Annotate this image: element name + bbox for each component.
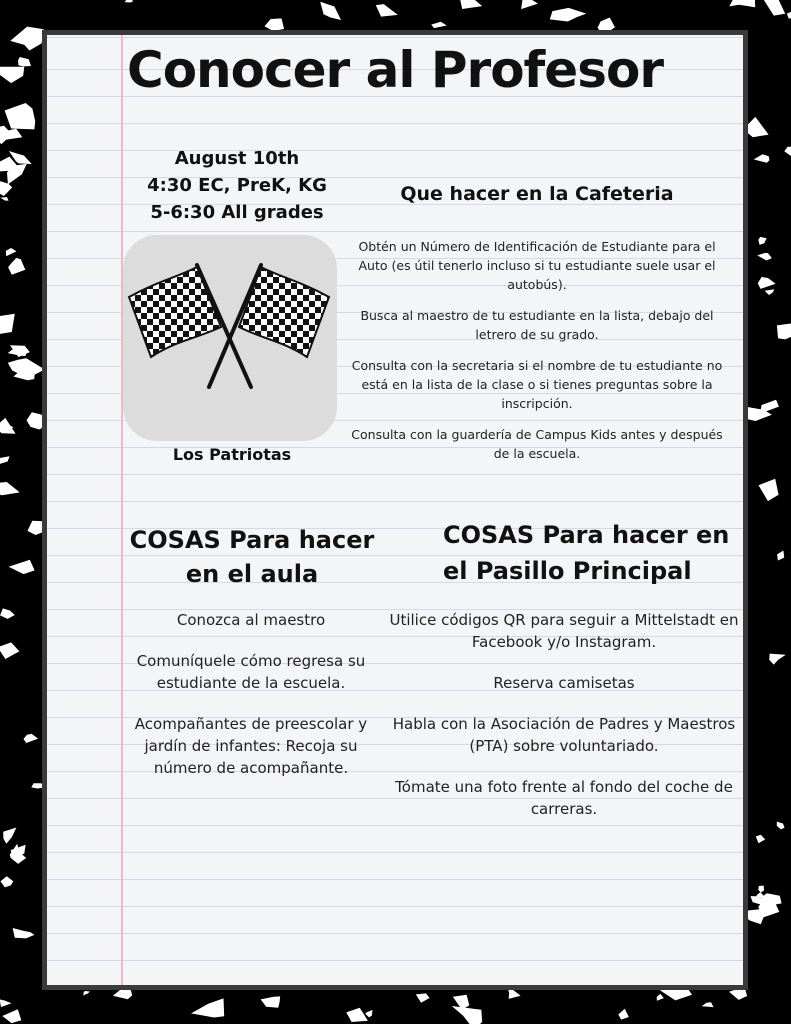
marble-speckle xyxy=(657,994,664,1001)
event-date-block xyxy=(127,145,347,226)
cafeteria-heading: Que hacer en la Cafeteria xyxy=(400,183,674,205)
marble-speckle xyxy=(431,22,447,28)
marble-speckle xyxy=(125,0,133,3)
hallway-heading-line-2: el Pasillo Principal xyxy=(443,557,692,585)
marble-speckle xyxy=(758,237,766,245)
marble-speckle xyxy=(618,1009,629,1020)
cafeteria-list xyxy=(343,237,731,475)
marble-speckle xyxy=(760,400,779,414)
marble-speckle xyxy=(5,103,36,129)
marble-speckle xyxy=(2,1009,21,1023)
marble-speckle xyxy=(10,27,44,51)
hallway-heading xyxy=(443,517,763,589)
list-item: Consulta con la secretaria si el nombre de tu estudiante no está en la lista de la clase o si tienes preguntas sobre la inscripción. xyxy=(351,358,723,411)
checkered-flags-icon xyxy=(123,235,337,441)
list-item: Reserva camisetas xyxy=(493,674,635,692)
list-item: Busca al maestro de tu estudiante en la lista, debajo del letrero de su grado. xyxy=(360,308,714,342)
classroom-heading-line-1: COSAS Para hacer xyxy=(129,526,375,554)
marble-speckle xyxy=(191,998,224,1017)
marble-speckle xyxy=(0,876,13,887)
marble-speckle xyxy=(24,734,39,743)
school-name: Los Patriotas xyxy=(172,445,292,464)
event-date: August 10th xyxy=(174,148,300,169)
marble-speckle xyxy=(261,996,281,1007)
marble-speckle xyxy=(460,0,482,9)
marble-speckle xyxy=(18,57,31,66)
marble-speckle xyxy=(346,1008,368,1022)
marble-speckle xyxy=(452,1006,483,1024)
list-item: Utilice códigos QR para seguir a Mittelstadt en Facebook y/o Instagram. xyxy=(389,611,739,651)
classroom-heading-line-2: en el aula xyxy=(185,560,319,588)
notebook-paper xyxy=(42,30,748,990)
list-item: Comuníquele cómo regresa su estudiante de la escuela. xyxy=(136,652,366,692)
marble-speckle xyxy=(0,181,12,196)
list-item: Tómate una foto frente al fondo del coche de carreras. xyxy=(395,778,733,818)
marble-speckle xyxy=(757,253,772,261)
list-item: Conozca al maestro xyxy=(176,611,326,629)
marble-speckle xyxy=(769,654,786,665)
marble-speckle xyxy=(0,642,19,659)
marble-speckle xyxy=(702,1002,714,1007)
marble-speckle xyxy=(8,258,25,275)
page-title: Conocer al Profesor xyxy=(127,41,663,99)
marble-speckle xyxy=(759,479,779,501)
marble-speckle xyxy=(365,1010,372,1018)
marble-speckle xyxy=(8,358,45,378)
marble-speckle xyxy=(13,928,35,938)
marble-speckle xyxy=(9,560,35,574)
marble-speckle xyxy=(765,289,775,295)
marble-speckle xyxy=(0,608,15,619)
marble-speckle xyxy=(784,147,791,157)
marble-speckle xyxy=(0,456,10,465)
marble-speckle xyxy=(777,323,791,339)
marble-speckle xyxy=(729,0,755,7)
event-time-early: 4:30 EC, PreK, KG xyxy=(147,175,327,196)
list-item: Consulta con la guardería de Campus Kids antes y después de la escuela. xyxy=(351,427,723,461)
marble-speckle xyxy=(0,482,20,495)
marble-speckle xyxy=(787,10,791,19)
event-time-all: 5-6:30 All grades xyxy=(150,202,324,223)
marble-speckle xyxy=(320,2,341,20)
margin-line xyxy=(121,35,123,985)
marble-speckle xyxy=(376,4,398,17)
marble-speckle xyxy=(758,277,776,289)
classroom-heading xyxy=(127,523,377,591)
marble-speckle xyxy=(0,197,8,201)
hallway-heading-line-1: COSAS Para hacer en xyxy=(443,521,730,549)
marble-speckle xyxy=(550,8,587,22)
list-item: Obtén un Número de Identificación de Estudiante para el Auto (es útil tenerlo incluso si tu estudiante suele usar el autobús). xyxy=(358,239,716,292)
marble-speckle xyxy=(777,822,785,830)
marble-speckle xyxy=(0,998,12,1007)
marble-speckle xyxy=(6,248,17,256)
marble-speckle xyxy=(777,551,784,561)
marble-speckle xyxy=(754,154,770,163)
list-item: Acompañantes de preescolar y jardín de infantes: Recoja su número de acompañante. xyxy=(134,715,368,777)
marble-speckle xyxy=(0,126,12,145)
marble-speckle xyxy=(0,67,24,83)
marble-speckle xyxy=(756,835,765,844)
marble-speckle xyxy=(758,886,764,893)
list-item: Habla con la Asociación de Padres y Maestros (PTA) sobre voluntariado. xyxy=(392,715,736,755)
marble-speckle xyxy=(521,0,538,9)
marble-speckle xyxy=(416,993,430,1002)
marble-speckle xyxy=(0,418,16,434)
hallway-list xyxy=(387,609,741,839)
marble-speckle xyxy=(764,0,786,16)
marble-speckle xyxy=(83,991,90,996)
marble-speckle xyxy=(3,828,16,844)
classroom-list xyxy=(123,609,379,798)
